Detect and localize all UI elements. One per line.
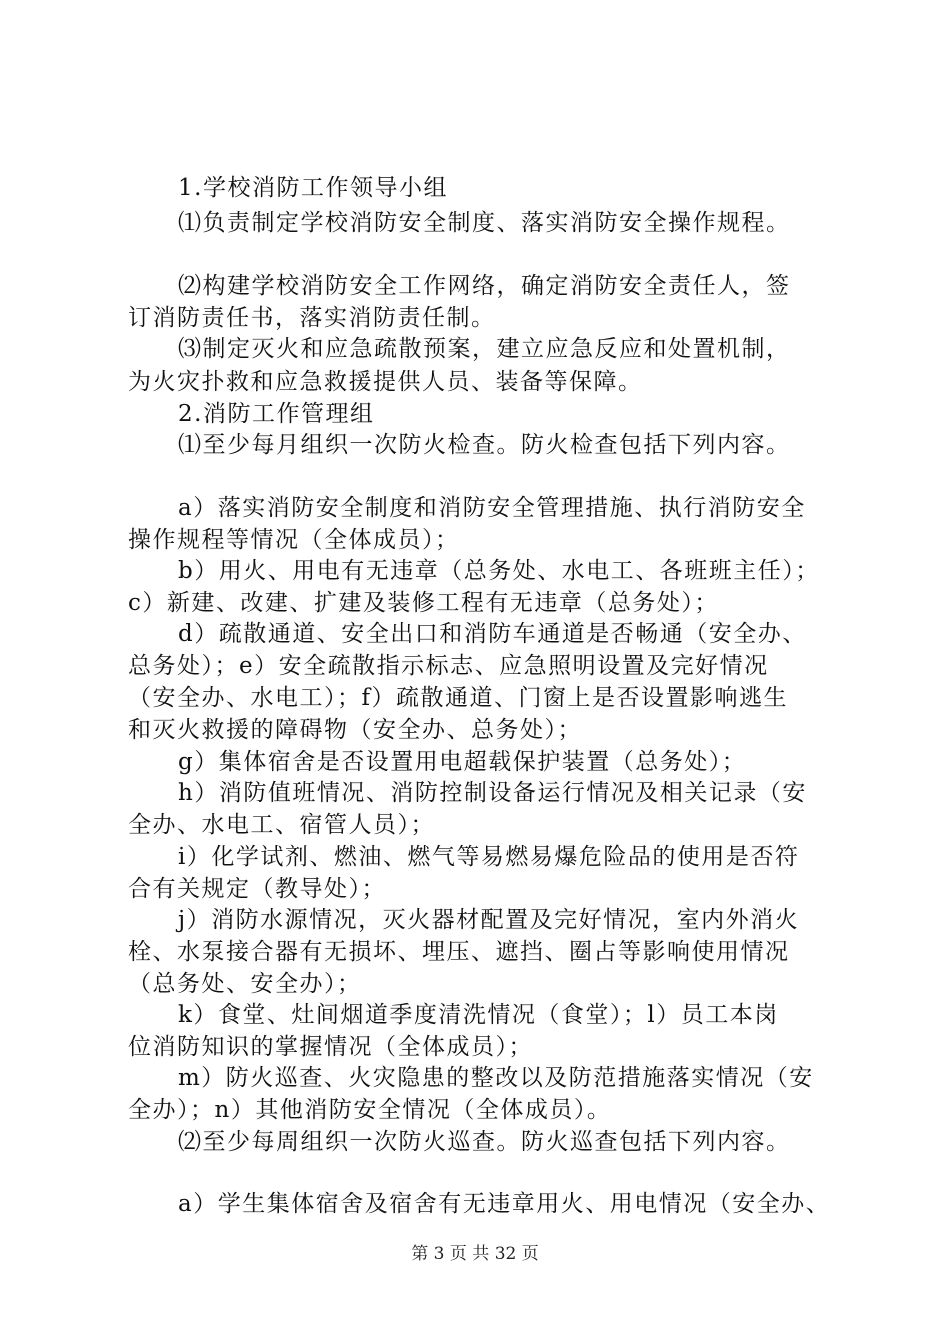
text-line: （安全办、水电工）；f）疏散通道、门窗上是否设置影响逃生 [128,685,789,711]
text-line: ⑴至少每月组织一次防火检查。防火检查包括下列内容。 [178,432,791,458]
text-line: 为火灾扑救和应急救援提供人员、装备等保障。 [128,369,643,395]
text-line: 订消防责任书，落实消防责任制。 [128,305,496,331]
text-line: i）化学试剂、燃油、燃气等易燃易爆危险品的使用是否符 [178,844,800,870]
text-line: ⑵构建学校消防安全工作网络，确定消防安全责任人，签 [178,273,791,299]
text-line: 操作规程等情况（全体成员）； [128,527,460,553]
text-line: ⑶制定灭火和应急疏散预案，建立应急反应和处置机制， [178,336,791,362]
text-line: 2.消防工作管理组 [178,401,375,427]
text-line: a）学生集体宿舍及宿舍有无违章用火、用电情况（安全办、 [178,1191,831,1217]
text-line: b）用火、用电有无违章（总务处、水电工、各班班主任）； [178,558,820,584]
text-line: 全办）；n）其他消防安全情况（全体成员）。 [128,1097,612,1123]
text-line: d）疏散通道、安全出口和消防车通道是否畅通（安全办、 [178,621,807,647]
text-line: k）食堂、灶间烟道季度清洗情况（食堂）；l）员工本岗 [178,1002,779,1028]
text-line: 和灭火救援的障碍物（安全办、总务处）； [128,717,582,743]
text-line: 总务处）；e）安全疏散指示标志、应急照明设置及完好情况 [128,653,769,679]
text-line: 位消防知识的掌握情况（全体成员）； [128,1034,533,1060]
text-line: c）新建、改建、扩建及装修工程有无违章（总务处）； [128,590,719,616]
text-line: m）防火巡查、火灾隐患的整改以及防范措施落实情况（安 [178,1065,814,1091]
text-line: 全办、水电工、宿管人员）； [128,812,435,838]
text-line: 合有关规定（教导处）； [128,876,386,902]
text-line: j）消防水源情况，灭火器材配置及完好情况，室内外消火 [178,907,800,933]
text-line: h）消防值班情况、消防控制设备运行情况及相关记录（安 [178,780,807,806]
text-line: 1.学校消防工作领导小组 [178,175,448,201]
text-line: ⑵至少每周组织一次防火巡查。防火巡查包括下列内容。 [178,1129,791,1155]
page-footer: 第 3 页 共 32 页 [411,1244,539,1264]
text-line: a）落实消防安全制度和消防安全管理措施、执行消防安全 [178,495,806,521]
text-line: （总务处、安全办）； [128,971,362,997]
text-line: 栓、水泵接合器有无损坏、埋压、遮挡、圈占等影响使用情况 [128,939,790,965]
text-line: g）集体宿舍是否设置用电超载保护装置（总务处）； [178,749,747,775]
text-line: ⑴负责制定学校消防安全制度、落实消防安全操作规程。 [178,210,791,236]
